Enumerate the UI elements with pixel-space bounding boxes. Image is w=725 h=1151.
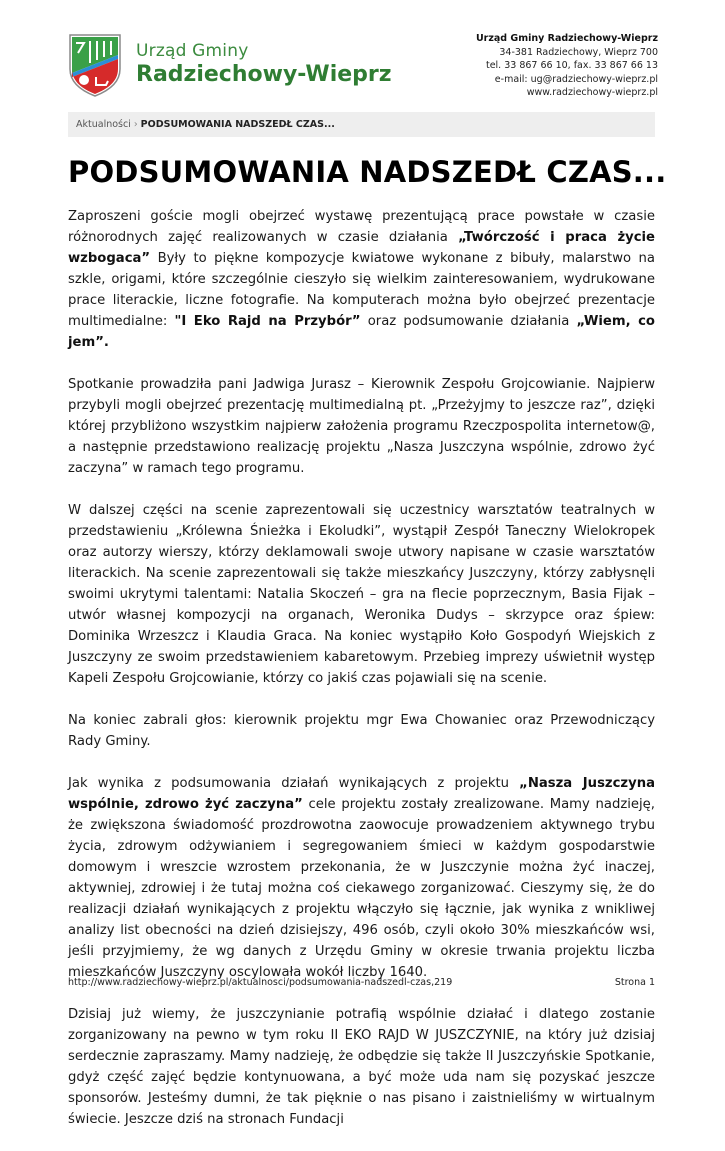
paragraph-5 xyxy=(68,773,655,983)
page-header xyxy=(68,32,658,104)
paragraph-6: Dzisiaj już wiemy, że juszczynianie potrafią wspólnie działać i dlatego zostanie zorganizowany na pewno w tym roku II EKO RAJD W JUSZCZYNIE, na który już dzisiaj serdecznie zapraszamy. Mamy nadzieję, że odbędzie się także II Juszczyńskie Spotkanie, gdyż część zajęć będzie kontynuowana, a być może uda nam się pozyskać jeszcze sponsorów. Jesteśmy dumni, że tak pięknie o nas pisano i zaistnieliśmy w wirtualnym świecie. Jeszcze dziś na stronach Fundacji xyxy=(68,1007,655,1127)
contact-org: Urząd Gminy Radziechowy-Wieprz xyxy=(475,33,658,44)
contact-phone: tel. 33 867 66 10, fax. 33 867 66 13 xyxy=(485,60,658,71)
contact-email[interactable]: e-mail: ug@radziechowy-wieprz.pl xyxy=(494,73,658,85)
footer-page-number: Strona 1 xyxy=(614,977,655,988)
page-title: PODSUMOWANIA NADSZEDŁ CZAS... xyxy=(68,155,667,189)
paragraph-2: Spotkanie prowadziła pani Jadwiga Jurasz – Kierownik Zespołu Grojcowianie. Najpierw przybyli mogli obejrzeć prezentację multimedialną pt. „Przeżyjmy to jeszcze raz”, dzięki której przybliżono wszystkim najpierw założenia programu Rzeczpospolita internetow@, a następnie przedstawiono realizację projektu „Nasza Juszczyna wspólnie, zdrowo żyć zaczyna” w ramach tego programu. xyxy=(68,377,655,476)
breadcrumb-parent-link[interactable]: Aktualności xyxy=(76,119,131,130)
coat-of-arms-icon xyxy=(68,33,122,97)
breadcrumb-current: PODSUMOWANIA NADSZEDŁ CZAS... xyxy=(140,119,335,130)
site-logo[interactable] xyxy=(68,32,398,98)
article-body xyxy=(68,206,655,1151)
logo-title-line1: Urząd Gminy xyxy=(136,41,249,61)
paragraph-3: W dalszej części na scenie zaprezentowali się uczestnicy warsztatów teatralnych w przedstawieniu „Królewna Śnieżka i Ekoludki”, wystąpił Zespół Taneczny Wielokropek oraz autorzy wierszy, którzy deklamowali swoje utwory napisane w czasie warsztatów literackich. Na scenie zaprezentowali się także mieszkańcy Juszczyny, którzy zabłysnęli swoimi ukrytymi talentami: Natalia Skoczeń – gra na flecie poprzecznym, Basia Fijak – utwór własnej kompozycji na organach, Weronika Dudys – skrzypce oraz śpiew: Dominika Wrzeszcz i Klaudia Graca. Na koniec wystąpiło Koło Gospodyń Wiejskich z Juszczyny ze swoim przedstawieniem kabaretowym. Przebieg imprezy uświetnił występ Kapeli Zespołu Grojcowianie, którzy co jakiś czas pojawiali się na scenie. xyxy=(68,503,655,686)
breadcrumb xyxy=(68,112,655,137)
bold-text: „Nasza Juszczyna wspólnie, zdrowo żyć zaczyna” xyxy=(68,776,655,812)
contact-address: 34-381 Radziechowy, Wieprz 700 xyxy=(499,46,658,58)
paragraph-1 xyxy=(68,206,655,353)
text: Były to piękne kompozycje kwiatowe wykonane z bibuły, malarstwo na szkle, origami, które szczególnie cieszyło się wielkim zainteresowaniem, wydrukowane prace literackie, liczne fotografie. Na komputerach można było obejrzeć prezentacje multimedialne: xyxy=(68,251,655,329)
footer-url[interactable]: http://www.radziechowy-wieprz.pl/aktualnosci/podsumowania-nadszedl-czas,219 xyxy=(68,977,453,988)
logo-title-line2: Radziechowy-Wieprz xyxy=(136,62,392,87)
text: Jak wynika z podsumowania działań wynikających z projektu xyxy=(68,776,520,791)
print-footer xyxy=(68,977,655,988)
text: Zaproszeni goście mogli obejrzeć wystawę prezentującą prace powstałe w czasie różnorodnych zajęć realizowanych w czasie działania xyxy=(68,209,655,245)
bold-text: "I Eko Rajd na Przybór” xyxy=(174,314,361,329)
paragraph-4: Na koniec zabrali głos: kierownik projektu mgr Ewa Chowaniec oraz Przewodniczący Rady Gminy. xyxy=(68,713,655,749)
bold-text: „Twórczość i praca życie wzbogaca” xyxy=(68,230,655,266)
text: oraz podsumowanie działania xyxy=(360,314,577,329)
contact-info xyxy=(476,32,658,100)
bold-text: „Wiem, co jem”. xyxy=(68,314,655,350)
contact-website[interactable]: www.radziechowy-wieprz.pl xyxy=(526,87,658,98)
text: cele projektu zostały zrealizowane. Mamy nadzieję, że zwiększona świadomość prozdrowotna zaowocuje prowadzeniem aktywnego trybu życia, zdrowym odżywianiem i segregowaniem śmieci w każdym gospodarstwie domowym i wreszcie wzrostem przekonania, że w Juszczynie można żyć inaczej, aktywniej, zdrowiej i że tutaj można coś ciekawego zorganizować. Cieszymy się, że do realizacji działań wynikających z projektu włączyło się łącznie, jak wynika z wnikliwej analizy list obecności na dzień dzisiejszy, 496 osób, czyli około 30% mieszkańców wsi, jeśli przyjmiemy, że wg danych z Urzędu Gminy w okresie trwania projektu liczba mieszkańców Juszczyny oscylowała wokół liczby 1640. xyxy=(68,797,655,980)
breadcrumb-separator: › xyxy=(133,119,138,130)
